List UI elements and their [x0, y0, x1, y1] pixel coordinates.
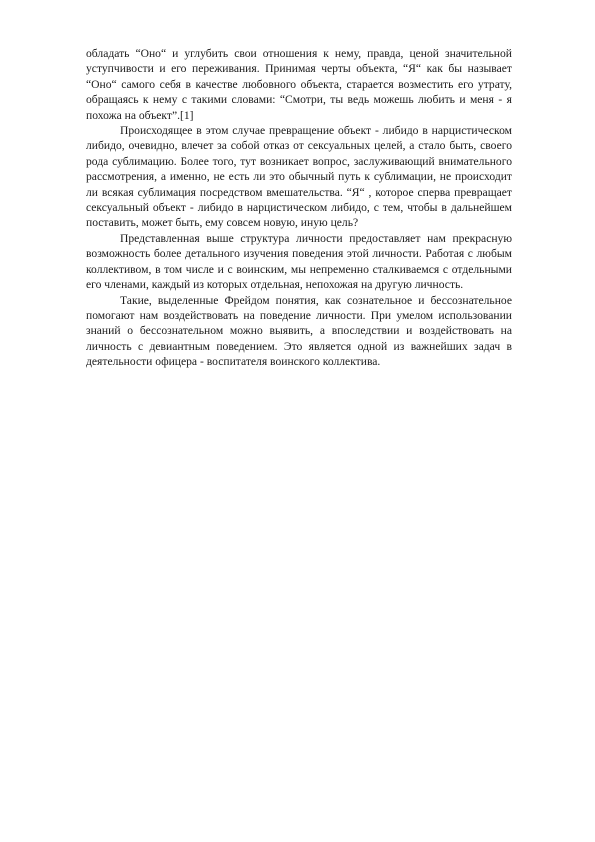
- paragraph-3: Представленная выше структура личности предоставляет нам прекрасную возможность более детального изучения поведения этой личности. Работая с любым коллективом, в том числе и с воинским, мы непременно сталкиваемся с отдельными его членами, каждый из которых отдельная, непохожая на другую личность.: [86, 231, 512, 292]
- paragraph-2: Происходящее в этом случае превращение объект - либидо в нарцистическом либидо, очевидно, влечет за собой отказ от сексуальных целей, а стало быть, своего рода сублимацию. Более того, тут возникает вопрос, заслуживающий внимательного рассмотрения, а именно, не есть ли это обычный путь к сублимации, не происходит ли всякая сублимация посредством вмешательства. “Я“ , которое сперва превращает сексуальный объект - либидо в нарцистическом либидо, с тем, чтобы в дальнейшем поставить, может быть, ему совсем новую, иную цель?: [86, 124, 512, 230]
- paragraph-1: обладать “Оно“ и углубить свои отношения к нему, правда, ценой значительной уступчивости и его переживания. Принимая черты объекта, “Я“ как бы называет “Оно“ самого себя в качестве любовного объекта, старается возместить его утрату, обращаясь к нему с такими словами: “Смотри, ты ведь можешь любить и меня - я похожа на объект”.[1]: [86, 47, 512, 122]
- document-page: [86, 46, 512, 370]
- paragraph-4: Такие, выделенные Фрейдом понятия, как сознательное и бессознательное помогают нам воздействовать на поведение личности. При умелом использовании знаний о бессознательном можно выявить, а впоследствии и воздействовать на личность с девиантным поведением. Это является одной из важнейших задач в деятельности офицера - воспитателя воинского коллектива.: [86, 293, 512, 369]
